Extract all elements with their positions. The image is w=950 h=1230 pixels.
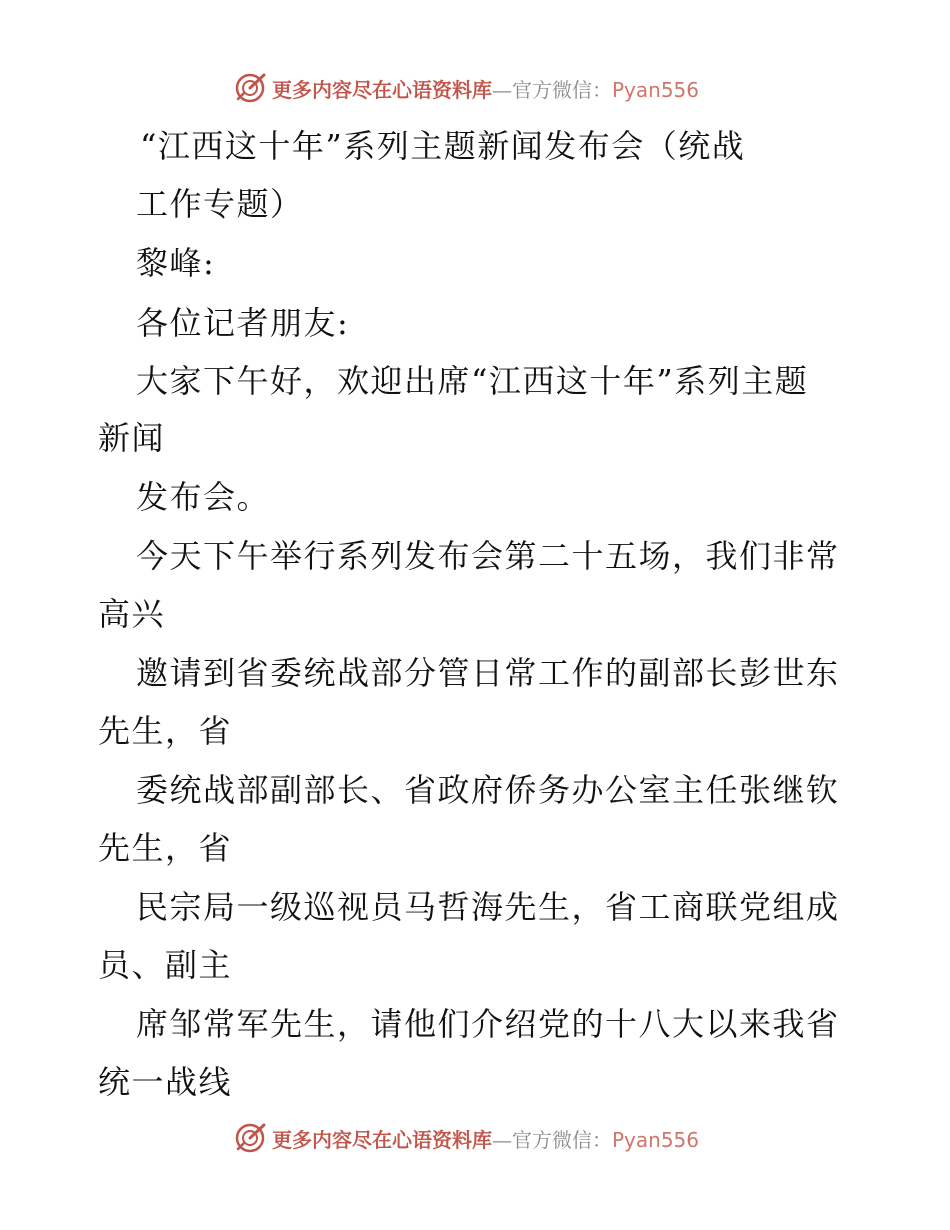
text-line: 席邹常军先生，请他们介绍党的十八大以来我省 — [136, 1005, 840, 1043]
watermark-main: 更多内容尽在心语资料库 — [272, 78, 492, 102]
title-line-2: 工作专题） — [136, 185, 304, 223]
footer-watermark — [0, 1120, 950, 1160]
text-line: 大家下午好，欢迎出席“江西这十年”系列主题 — [136, 362, 809, 400]
text-line: 员、副主 — [98, 946, 233, 984]
pen-logo-icon — [234, 72, 266, 104]
header-watermark — [0, 70, 950, 110]
text-line: 新闻 — [98, 419, 166, 457]
speaker-line: 黎峰: — [136, 244, 216, 282]
watermark-dash: — — [492, 1128, 512, 1152]
text-line: 统一战线 — [98, 1063, 233, 1101]
watermark-main: 更多内容尽在心语资料库 — [272, 1128, 492, 1152]
text-line: 先生，省 — [98, 712, 233, 750]
watermark-suffix: 官方微信： — [512, 1128, 612, 1152]
text-line: 先生，省 — [98, 829, 233, 867]
text-line: 邀请到省委统战部分管日常工作的副部长彭世东 — [136, 654, 840, 692]
watermark-text — [272, 1128, 699, 1152]
text-line: 发布会。 — [136, 478, 271, 516]
text-line: 今天下午举行系列发布会第二十五场，我们非常 — [136, 537, 840, 575]
watermark-dash: — — [492, 78, 512, 102]
watermark-id: Pyan556 — [612, 1128, 700, 1152]
watermark-id: Pyan556 — [612, 78, 700, 102]
pen-logo-icon — [234, 1122, 266, 1154]
text-line: 高兴 — [98, 595, 166, 633]
greeting-line: 各位记者朋友: — [136, 304, 350, 342]
watermark-text — [272, 78, 699, 102]
text-line: 委统战部副部长、省政府侨务办公室主任张继钦 — [136, 771, 840, 809]
text-line: 民宗局一级巡视员马哲海先生，省工商联党组成 — [136, 888, 840, 926]
title-line-1: “江西这十年”系列主题新闻发布会（统战 — [140, 127, 746, 165]
watermark-suffix: 官方微信： — [512, 78, 612, 102]
